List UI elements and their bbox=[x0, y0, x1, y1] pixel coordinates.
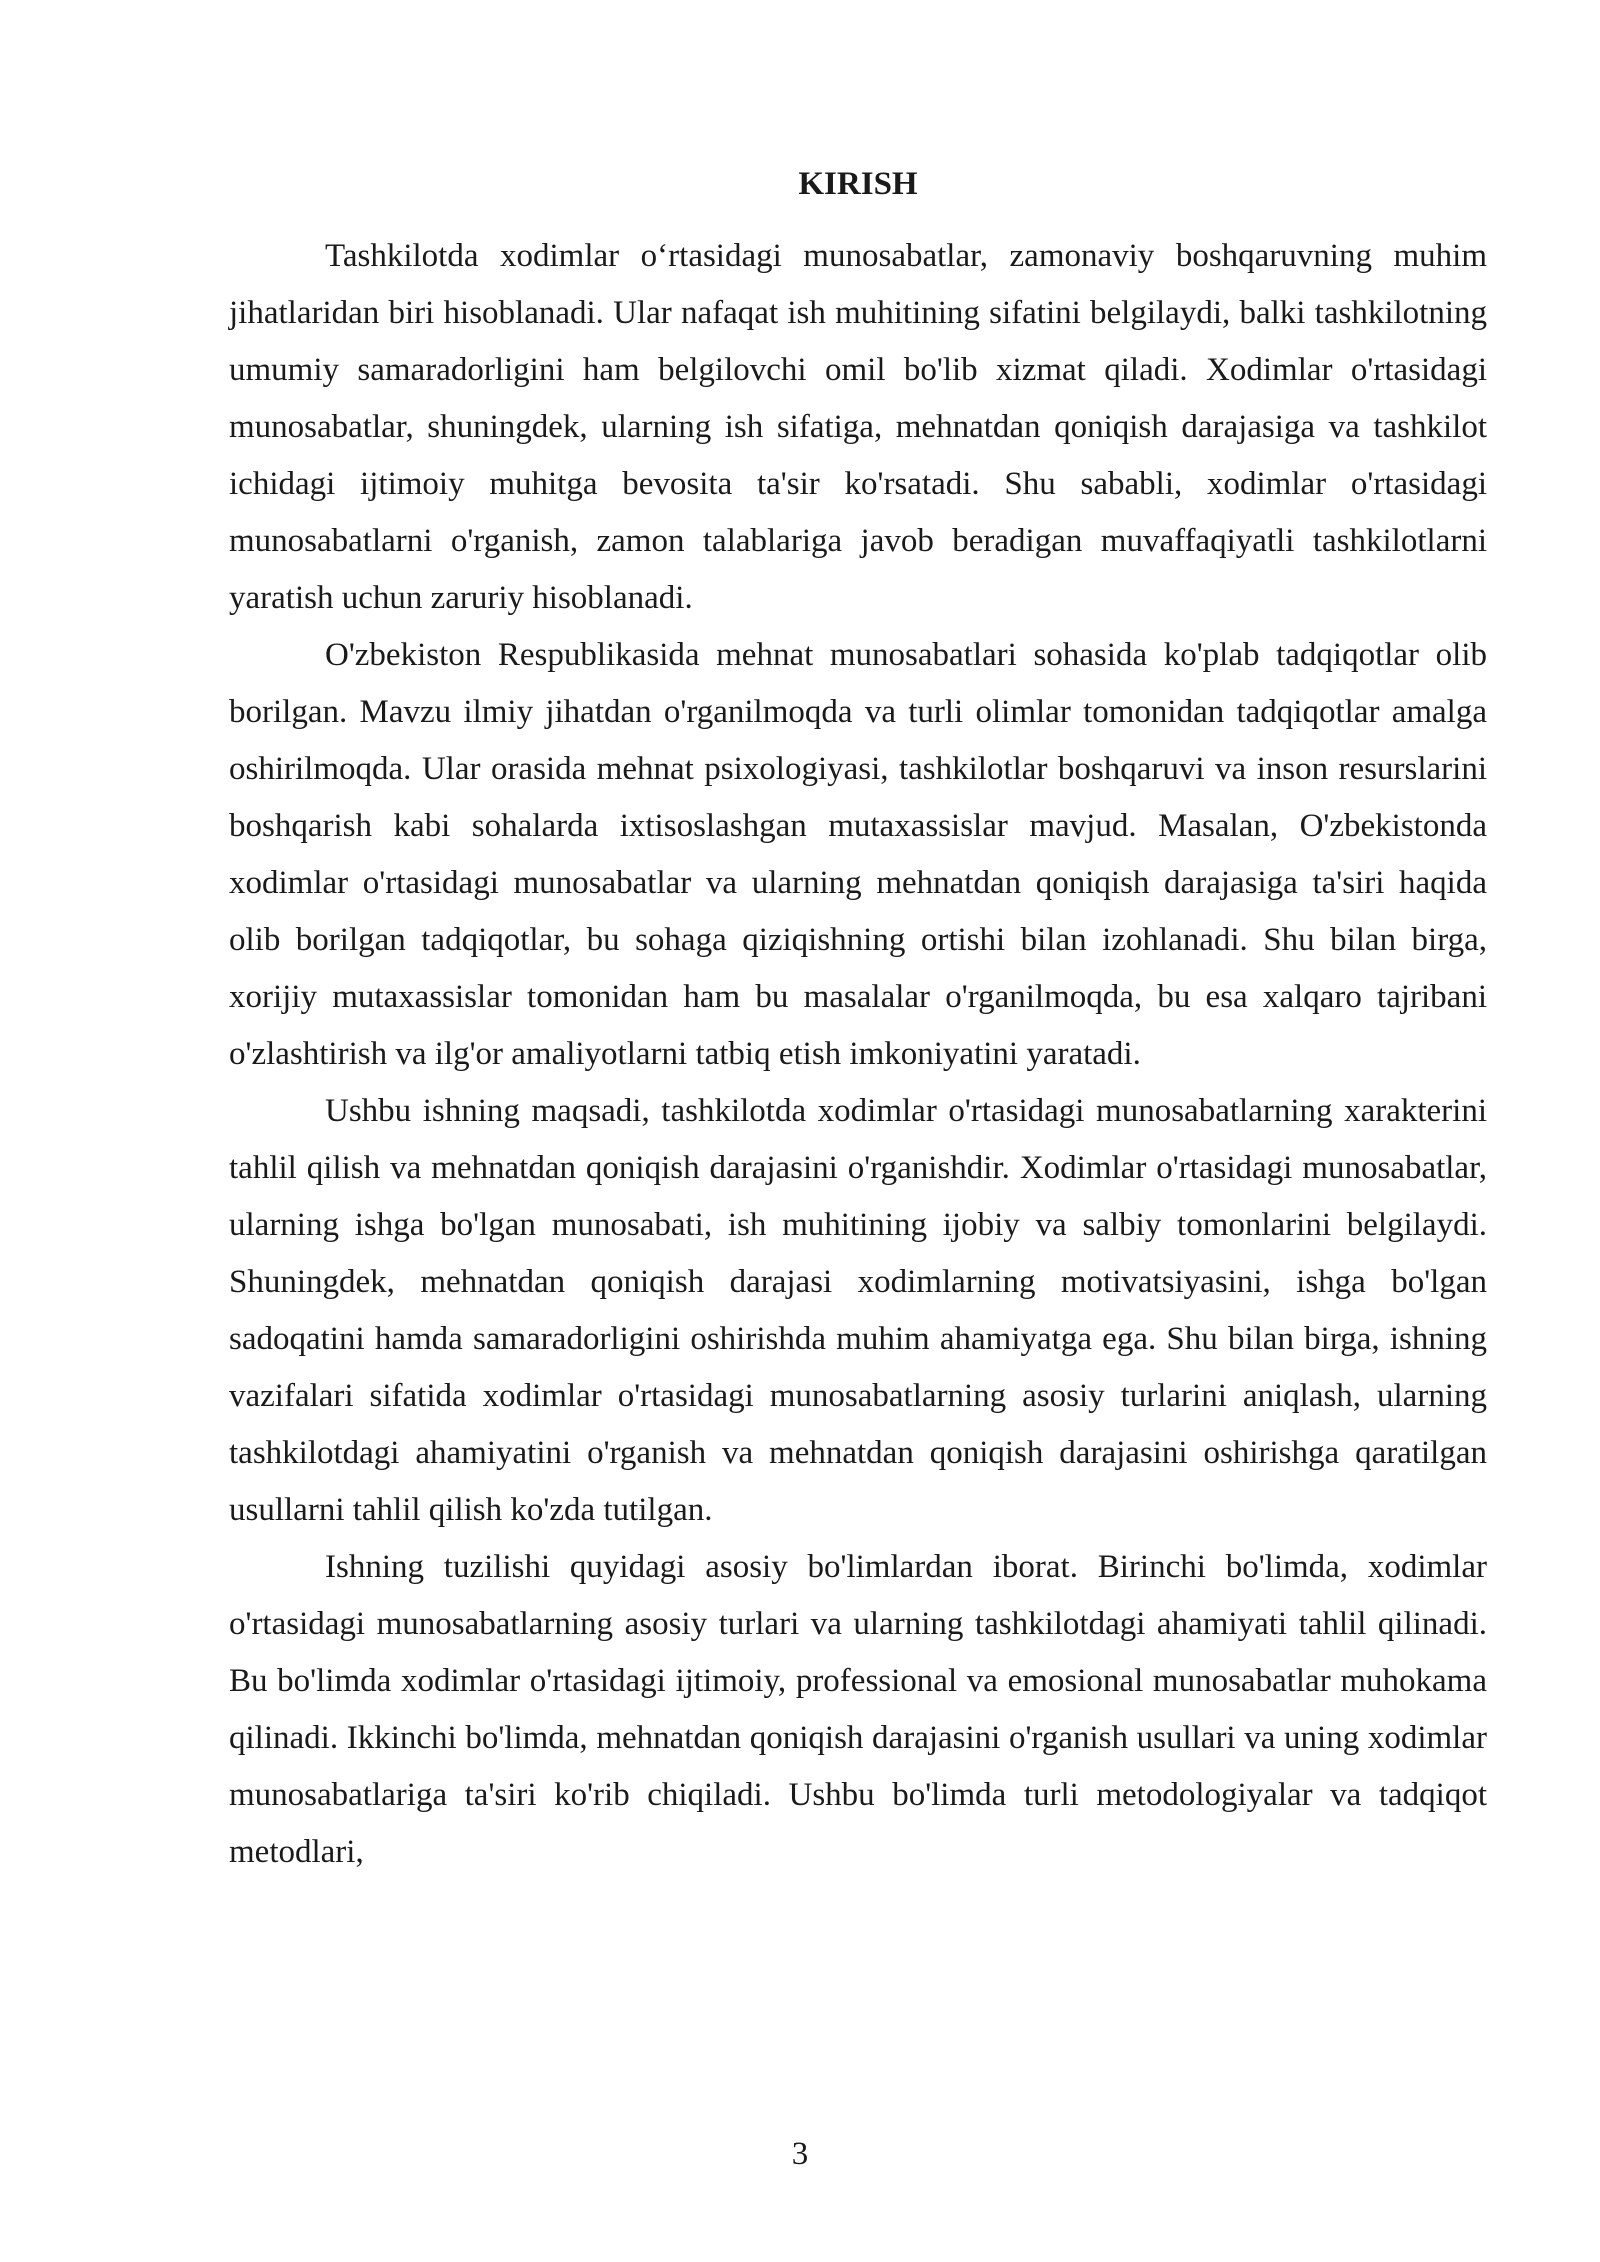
page-title: KIRISH bbox=[798, 166, 918, 202]
paragraph-4: Ishning tuzilishi quyidagi asosiy bo'limlardan iborat. Birinchi bo'limda, xodimlar o'rtasidagi munosabatlarning asosiy turlari va ularning tashkilotdagi ahamiyati tahlil qilinadi. Bu bo'limda xodimlar o'rtasidagi ijtimoiy, professional va emosional munosabatlar muhokama qilinadi. Ikkinchi bo'limda, mehnatdan qoniqish darajasini o'rganish usullari va uning xodimlar munosabatlariga ta'siri ko'rib chiqiladi. Ushbu bo'limda turli metodologiyalar va tadqiqot metodlari, bbox=[229, 1549, 1487, 1870]
document-page bbox=[229, 160, 1487, 1881]
paragraph-2: O'zbekiston Respublikasida mehnat munosabatlari sohasida ko'plab tadqiqotlar olib borilgan. Mavzu ilmiy jihatdan o'rganilmoqda va turli olimlar tomonidan tadqiqotlar amalga oshirilmoqda. Ular orasida mehnat psixologiyasi, tashkilotlar boshqaruvi va inson resurslarini boshqarish kabi sohalarda ixtisoslashgan mutaxassislar mavjud. Masalan, O'zbekistonda xodimlar o'rtasidagi munosabatlar va ularning mehnatdan qoniqish darajasiga ta'siri haqida olib borilgan tadqiqotlar, bu sohaga qiziqishning ortishi bilan izohlanadi. Shu bilan birga, xorijiy mutaxassislar tomonidan ham bu masalalar o'rganilmoqda, bu esa xalqaro tajribani o'zlashtirish va ilg'or amaliyotlarni tatbiq etish imkoniyatini yaratadi. bbox=[229, 637, 1487, 1072]
page-number: 3 bbox=[791, 2136, 809, 2172]
paragraph-1: Tashkilotda xodimlar o‘rtasidagi munosabatlar, zamonaviy boshqaruvning muhim jihatlaridan biri hisoblanadi. Ular nafaqat ish muhitining sifatini belgilaydi, balki tashkilotning umumiy samaradorligini ham belgilovchi omil bo'lib xizmat qiladi. Xodimlar o'rtasidagi munosabatlar, shuningdek, ularning ish sifatiga, mehnatdan qoniqish darajasiga va tashkilot ichidagi ijtimoiy muhitga bevosita ta'sir ko'rsatadi. Shu sababli, xodimlar o'rtasidagi munosabatlarni o'rganish, zamon talablariga javob beradigan muvaffaqiyatli tashkilotlarni yaratish uchun zaruriy hisoblanadi. bbox=[229, 238, 1487, 616]
paragraph-3: Ushbu ishning maqsadi, tashkilotda xodimlar o'rtasidagi munosabatlarning xarakterini tahlil qilish va mehnatdan qoniqish darajasini o'rganishdir. Xodimlar o'rtasidagi munosabatlar, ularning ishga bo'lgan munosabati, ish muhitining ijobiy va salbiy tomonlarini belgilaydi. Shuningdek, mehnatdan qoniqish darajasi xodimlarning motivatsiyasini, ishga bo'lgan sadoqatini hamda samaradorligini oshirishda muhim ahamiyatga ega. Shu bilan birga, ishning vazifalari sifatida xodimlar o'rtasidagi munosabatlarning asosiy turlarini aniqlash, ularning tashkilotdagi ahamiyatini o'rganish va mehnatdan qoniqish darajasini oshirishga qaratilgan usullarni tahlil qilish ko'zda tutilgan. bbox=[229, 1093, 1487, 1528]
